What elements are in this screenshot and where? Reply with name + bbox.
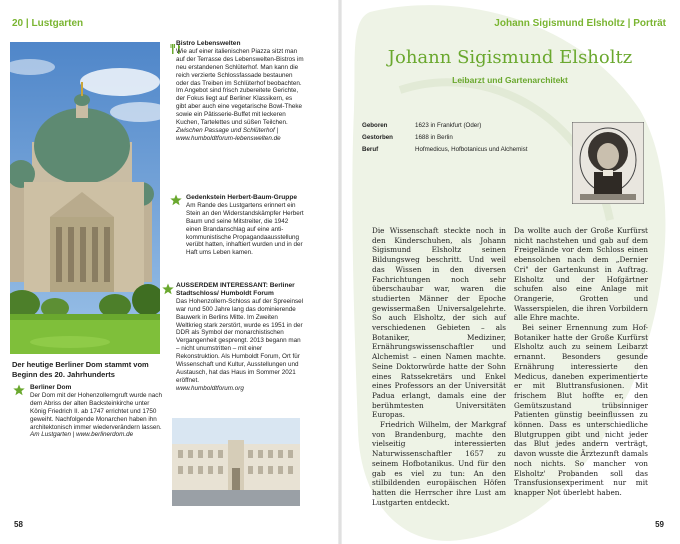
fact-value: 1623 in Frankfurt (Oder) (415, 122, 482, 129)
portrait-subtitle: Leibarzt und Gartenarchitekt (452, 75, 568, 85)
page-number-left: 58 (14, 520, 23, 529)
entry-title: Bistro Lebenswelten (176, 40, 241, 47)
right-page (340, 0, 680, 544)
berliner-dom-entry (30, 384, 164, 439)
fact-row (362, 120, 575, 132)
article-column-2 (514, 226, 648, 498)
fact-label: Beruf (362, 146, 379, 153)
fact-label: Geboren (362, 122, 388, 129)
photo-caption: Der heutige Berliner Dom stammt vom Beginn des 20. Jahrhunderts (12, 360, 149, 379)
elsholtz-portrait-engraving (572, 122, 644, 204)
entry-link[interactable]: Am Lustgarten | www.berlinerdom.de (30, 431, 134, 439)
running-head-right: Johann Sigismund Elsholtz | Porträt (494, 18, 666, 29)
star-icon (170, 194, 182, 206)
entry-title: Gedenkstein Herbert-Baum-Gruppe (186, 194, 298, 201)
article-paragraph: Bei seiner Ernennung zum Hof-Botaniker hatte der Große Kurfürst Elsholtz auch zu seinem Leibarzt ernannt. Besonders gesunde Ernährung interessierte den Medicus, daneben experimentierte er mit Bluttransfusionen. Mit frischem Blut hoffte er, den Gemütszustand trübsinniger Patienten günstig beeinflussen zu können. Dass es unterschiedliche Blutgruppen gibt und nicht jeder das Blut jedes andern verträgt, davon wusste die Ärztezunft damals noch nichts. So mancher von Elsholtz' Probanden soll das Transfusionsexperiment nur mit knapper Not überlebt haben. (514, 323, 648, 497)
portrait-title: Johann Sigismund Elsholtz (387, 47, 633, 68)
bistro-entry (176, 40, 304, 143)
page-number-right: 59 (655, 520, 664, 529)
book-gutter (338, 0, 342, 544)
star-icon (13, 384, 25, 396)
berliner-dom-photo (10, 42, 160, 354)
running-head-left: 20 | Lustgarten (12, 18, 84, 29)
fact-row (362, 132, 575, 144)
fact-value: 1688 in Berlin (415, 134, 453, 141)
article-paragraph: Da wollte auch der Große Kurfürst nicht nachstehen und gab auf dem Freigelände vor dem Schloss einen ebensolchen nach dem „Dernier Cri" der Gartenkunst in Auftrag. Elsholtz und der Hofgärtner schufen also eine Anlage mit Orangerie, Grotten und Wasserspielen, die ihren Vorbildern alle Ehre machte. (514, 226, 648, 323)
entry-body: Wie auf einer italienischen Piazza sitzt man auf der Terrasse des Lebenswelten-Bistros im neu erstandenen Schlüterhof. Man kann die reich verzierte Schlossfassade bestaunen oder das Treiben im Schlüterhof beobachten. Im Angebot sind frisch zubereitete Gerichte, der Fokus liegt auf Berliner Klassikern, es gibt aber auch eine vegetarische Bowl-Theke sowie ein Pâtisserie-Buffet mit leckeren Kuchen, Tartelettes und süßen Teilchen. (176, 47, 304, 127)
fact-value: Hofmedicus, Hofbotanicus und Alchemist (415, 146, 528, 153)
star-icon (162, 283, 174, 295)
stadtschloss-entry (176, 282, 304, 393)
entry-title: Berliner Dom (30, 384, 72, 391)
facts-table (362, 120, 575, 156)
entry-note: Zwischen Passage und Schlüterhof | www.humboldtforum-lebenswelten.de (176, 126, 281, 142)
article-paragraph: Die Wissenschaft steckte noch in den Kinderschuhen, als Johann Sigismund Elsholtz seinen Bildungsweg beschritt. Und weil das Wissen in den diversen Fachrichtungen noch sehr überschaubar war, waren die studierten Männer der Epoche gewissermaßen Universalgelehrte. So auch Elsholtz, der sich auf verschiedenen Gebieten – als Botaniker, Mediziner, Ernährungswissenschaftler und Alchemist – einen Namen machte. Seine Doktorwürde hatte der Sohn eines Ratssekretärs und Enkel eines Professors an der Universität Padua erlangt, damals eine der berühmtesten Universitäten Europas. (372, 226, 506, 420)
gedenkstein-entry (186, 194, 304, 257)
humboldt-forum-photo (172, 418, 300, 506)
article-column-1 (372, 226, 506, 507)
entry-title: AUSSERDEM INTERESSANT: Berliner Stadtschloss/ Humboldt Forum (176, 282, 295, 297)
entry-body: Das Hohenzollern-Schloss auf der Spreeinsel war rund 500 Jahre lang das dominierende Bauwerk in Berlins Mitte. Im Zweiten Weltkrieg stark zerstört, wurde es 1951 in der DDR als Symbol der monarchistischen Vergangenheit gesprengt. 2013 begann man – nicht unumstritten – mit einer Rekonstruktion. Als Humboldt Forum, Ort für Wissenschaft und Kultur, Ausstellungen und Austausch, hat das Haus im Sommer 2021 eröffnet. (176, 297, 304, 384)
article-paragraph: Friedrich Wilhelm, der Markgraf von Brandenburg, machte den vielseitig interessierten Naturwissenschaftler 1657 zu seinem Hofbotanikus. Und für den gab es viel zu tun: An den stilbildenden europäischen Höfen hatten die Herrscher ihre Lust am Lustgarten entdeckt. (372, 420, 506, 507)
entry-body: Der Dom mit der Hohenzollerngruft wurde nach dem Abriss der alten Backsteinkirche unter König Friedrich II. ab 1747 errichtet und 1750 geweiht. Nachfolgende Monarchen haben ihn architektonisch immer wiederverändern lassen. (30, 391, 162, 431)
entry-link[interactable]: www.humboldtforum.org (176, 384, 244, 392)
fact-label: Gestorben (362, 134, 393, 141)
fact-row (362, 144, 575, 156)
entry-body: Am Rande des Lustgartens erinnert ein Stein an den Widerstandskämpfer Herbert Baum und seine Mitstreiter, die 1942 einen Brandanschlag auf eine anti-kommunistische Propagandaausstellung verübt hatten, inhaftiert wurden und in der Haft ums Leben kamen. (186, 201, 304, 257)
